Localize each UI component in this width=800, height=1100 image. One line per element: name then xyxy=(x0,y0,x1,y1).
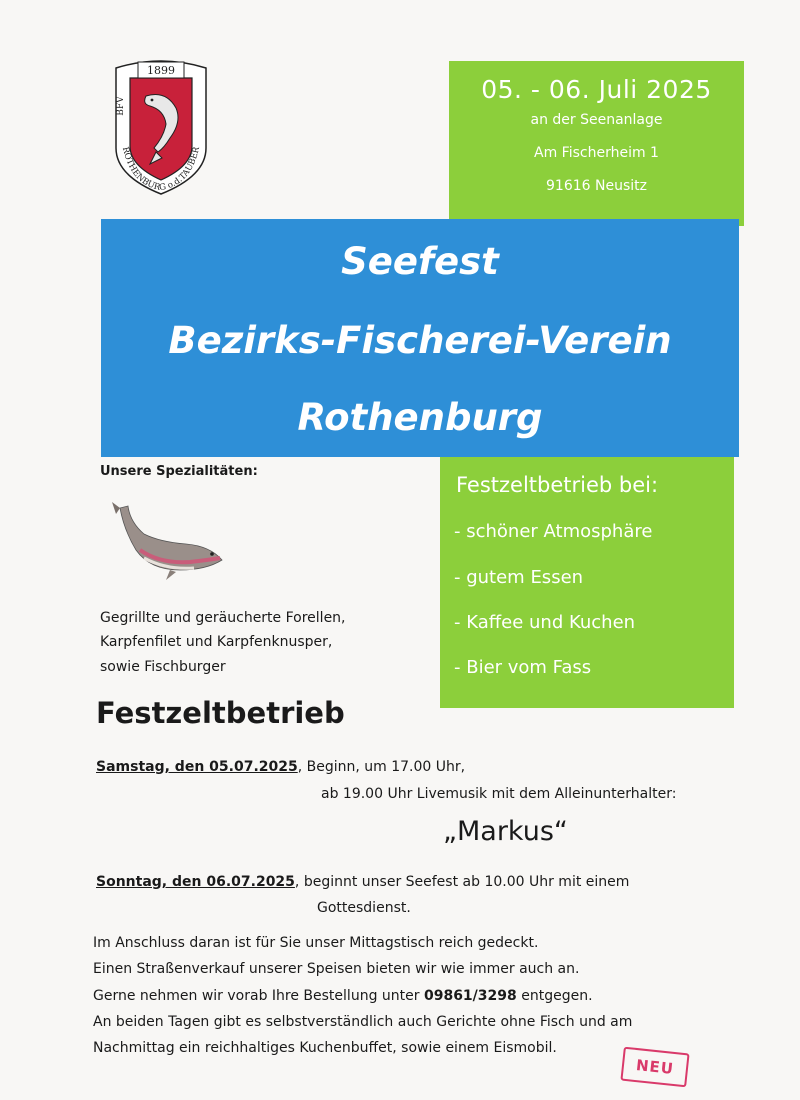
phone-number: 09861/3298 xyxy=(423,988,517,1004)
saturday-line xyxy=(96,759,465,775)
info-line: Einen Straßenverkauf unserer Speisen bieten wir wie immer auch an. xyxy=(93,961,580,977)
info-line: An beiden Tagen gibt es selbstverständlich auch Gerichte ohne Fisch und am xyxy=(93,1014,633,1030)
club-logo xyxy=(108,56,214,196)
specialty-line: sowie Fischburger xyxy=(100,659,226,675)
sunday-line xyxy=(96,874,629,890)
feature-item: - Kaffee und Kuchen xyxy=(454,612,636,633)
title-line-2: Bezirks-Fischerei-Verein xyxy=(168,319,672,362)
info-line: Nachmittag ein reichhaltiges Kuchenbuffet, sowie einem Eismobil. xyxy=(93,1040,557,1056)
address-line: 91616 Neusitz xyxy=(546,178,647,194)
feature-item: - Bier vom Fass xyxy=(454,657,592,678)
sunday-text: , beginnt unser Seefest ab 10.00 Uhr mit einem xyxy=(294,874,630,890)
saturday-text: , Beginn, um 17.00 Uhr, xyxy=(297,759,466,775)
feature-item: - schöner Atmosphäre xyxy=(454,521,653,542)
info-text: Gerne nehmen wir vorab Ihre Bestellung unter xyxy=(93,988,424,1004)
title-line-3: Rothenburg xyxy=(297,396,543,439)
specialty-line: Karpfenfilet und Karpfenknusper, xyxy=(100,634,333,650)
saturday-line-2: ab 19.00 Uhr Livemusik mit dem Alleinunterhalter: xyxy=(321,786,677,802)
feature-item: - gutem Essen xyxy=(454,567,584,588)
sunday-line-2: Gottesdienst. xyxy=(317,900,411,916)
features-box xyxy=(440,457,734,708)
logo-year: 1899 xyxy=(147,64,175,77)
trout-icon xyxy=(110,500,230,590)
sunday-label: Sonntag, den 06.07.2025 xyxy=(96,874,295,890)
event-date: 05. - 06. Juli 2025 xyxy=(481,75,712,104)
schedule-heading: Festzeltbetrieb xyxy=(96,696,345,730)
performer-name: „Markus“ xyxy=(443,816,568,847)
info-text: entgegen. xyxy=(516,988,593,1004)
title-box xyxy=(101,219,739,457)
date-box xyxy=(449,61,744,226)
features-heading: Festzeltbetrieb bei: xyxy=(456,473,659,497)
logo-left-text: BFV xyxy=(116,96,126,116)
info-line xyxy=(93,988,593,1004)
specialty-line: Gegrillte und geräucherte Forellen, xyxy=(100,610,346,626)
address-line: Am Fischerheim 1 xyxy=(534,145,659,161)
info-line: Im Anschluss daran ist für Sie unser Mittagstisch reich gedeckt. xyxy=(93,935,539,951)
specialties-heading: Unsere Spezialitäten: xyxy=(100,464,258,479)
title-line-1: Seefest xyxy=(341,240,499,283)
saturday-label: Samstag, den 05.07.2025 xyxy=(96,759,298,775)
logo-arc-text: ROTHENBURG o.d.TAUBER xyxy=(119,145,203,194)
address-line: an der Seenanlage xyxy=(530,112,663,128)
new-stamp: NEU xyxy=(620,1047,689,1088)
